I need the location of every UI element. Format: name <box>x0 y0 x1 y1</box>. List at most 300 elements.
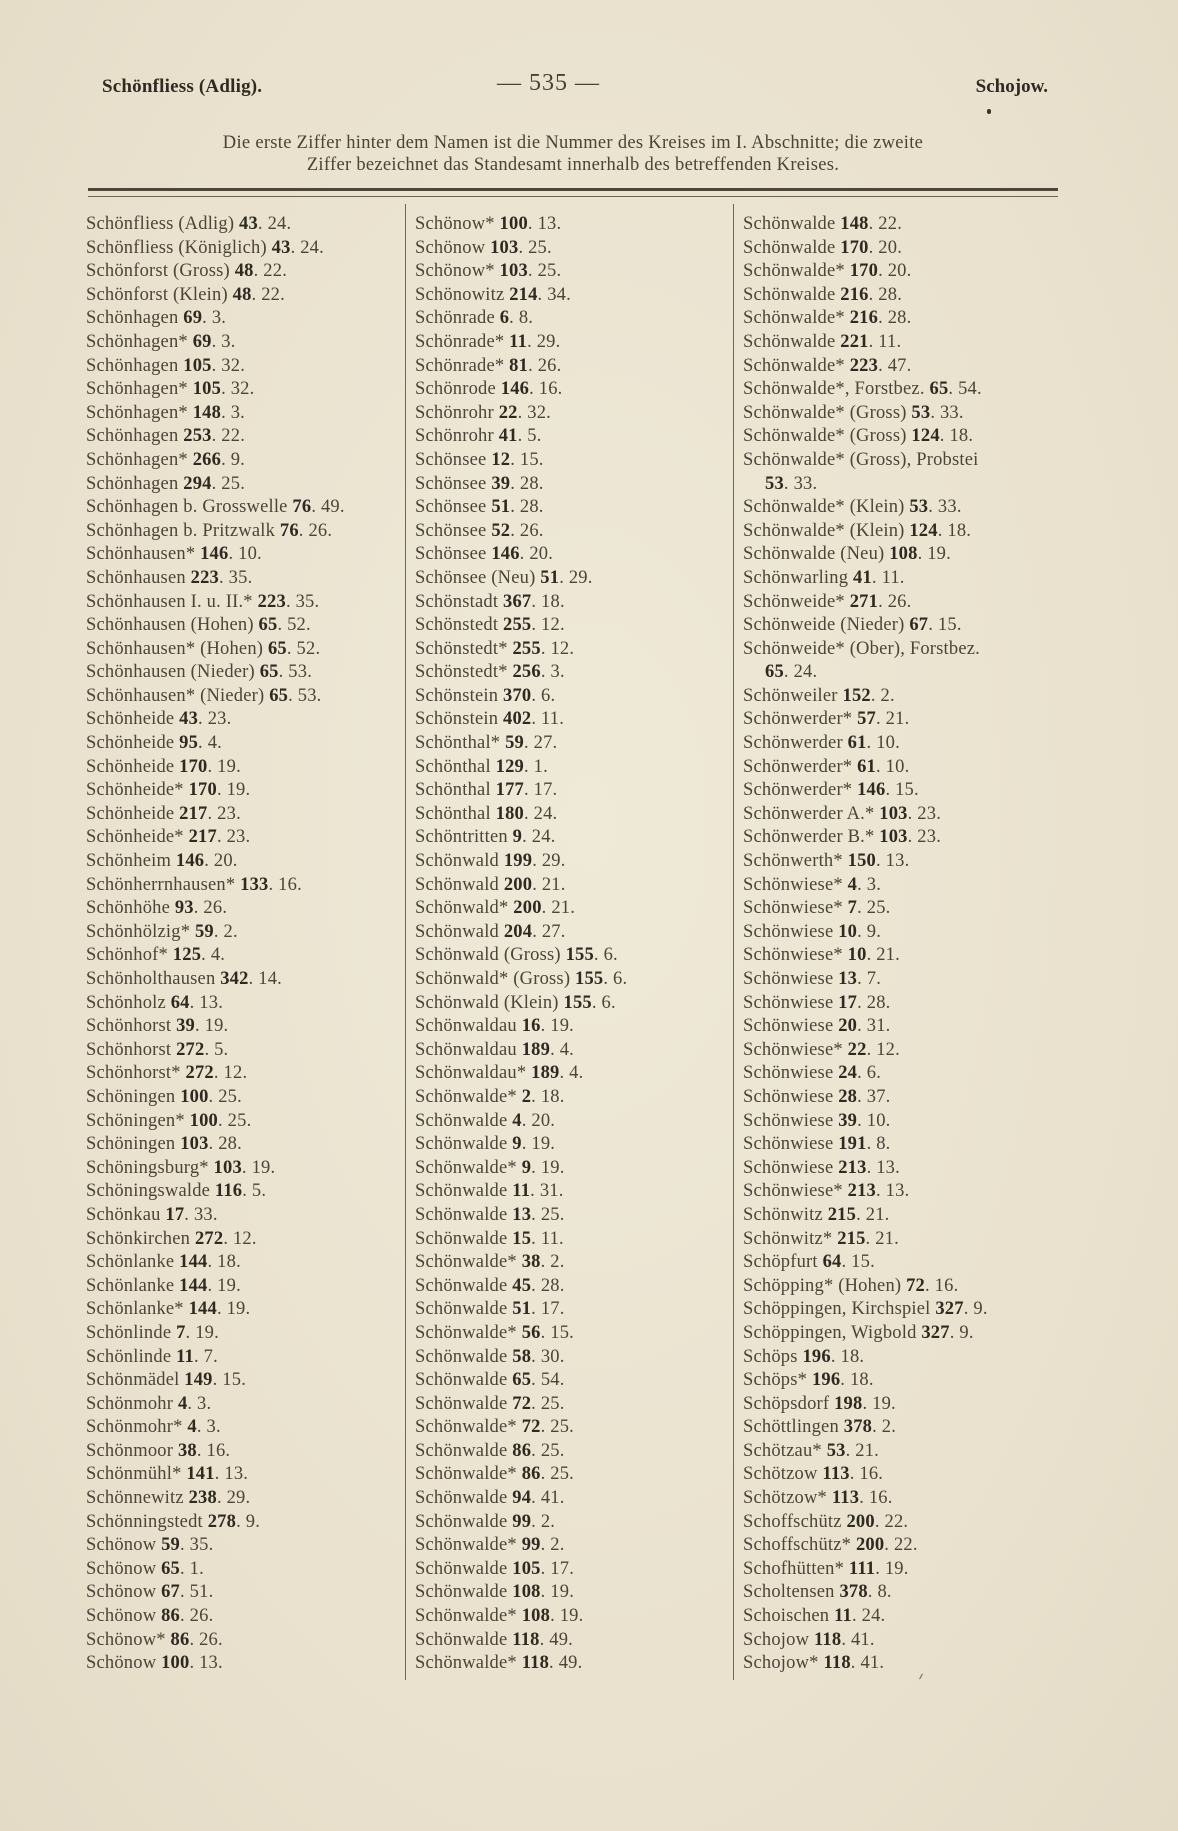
place-name: Schönwalde <box>415 1629 508 1650</box>
index-entry: Schönhausen* (Nieder) 65. 53. <box>86 685 322 706</box>
kreis-number: 177 <box>495 780 524 801</box>
index-entry: Schönheide 217. 23. <box>86 803 241 824</box>
index-entry: Schönforst (Klein) 48. 22. <box>86 284 285 305</box>
kreis-number: 99 <box>521 1535 541 1556</box>
kreis-number: 170 <box>849 261 879 282</box>
kreis-number: 342 <box>220 969 249 989</box>
index-entry: Schöningswalde 116. 5. <box>86 1181 267 1202</box>
standesamt-number: 18 <box>849 1370 869 1391</box>
index-entry: Schönhausen (Nieder) 65. 53. <box>86 662 313 683</box>
standesamt-number: 1 <box>189 1558 200 1579</box>
standesamt-number: 24 <box>531 827 551 848</box>
standesamt-number: 18 <box>947 520 967 541</box>
index-entry: Schönhorst* 272. 12. <box>86 1063 248 1084</box>
standesamt-number: 16 <box>278 874 298 895</box>
index-entry: Schöningen 103. 28. <box>86 1134 242 1155</box>
standesamt-number: 22 <box>878 214 898 234</box>
kreis-number: 67 <box>909 615 929 636</box>
place-name: Schönmohr* <box>86 1417 183 1438</box>
place-name: Schönwarling <box>743 567 849 588</box>
index-entry: Schönfliess (Königlich) 43. 24. <box>86 237 324 258</box>
standesamt-number: 32 <box>230 379 250 400</box>
standesamt-number: 19 <box>251 1157 271 1178</box>
standesamt-number: 2 <box>550 1535 560 1556</box>
standesamt-number: 29 <box>541 851 561 872</box>
kreis-number: 2 <box>521 1086 532 1107</box>
standesamt-number: 13 <box>199 992 219 1013</box>
place-name: Schönheide <box>86 733 175 754</box>
kreis-number: 52 <box>491 520 511 541</box>
place-name: Schöningswalde <box>86 1181 211 1202</box>
place-name: Schofhütten* <box>743 1558 845 1579</box>
kreis-number: 146 <box>491 544 520 565</box>
place-name: Schönwiese <box>743 1110 834 1131</box>
index-entry: Schönhagen* 266. 9. <box>86 449 245 470</box>
index-entry: Schönwalde 4. 20. <box>415 1110 556 1131</box>
kreis-number: 39 <box>838 1110 858 1131</box>
index-entry: Schönwalde* 2. 18. <box>415 1086 565 1107</box>
place-name: Schöningen <box>86 1134 176 1155</box>
kreis-number: 103 <box>213 1157 242 1178</box>
index-entry: Scholtensen 378. 8. <box>743 1582 892 1603</box>
place-name: Schönheide <box>86 803 175 824</box>
kreis-number: 53 <box>911 402 931 423</box>
standesamt-number: 21 <box>885 709 905 730</box>
index-entry: Schönwalde 45. 28. <box>415 1275 565 1296</box>
kreis-number: 41 <box>853 567 872 588</box>
index-entry: Schönwalde 216. 28. <box>743 284 903 305</box>
standesamt-number: 11 <box>878 331 897 352</box>
place-name: Schönwald* (Gross) <box>415 969 571 989</box>
standesamt-number: 25 <box>218 1086 238 1107</box>
kreis-number: 76 <box>292 497 312 518</box>
kreis-number: 116 <box>214 1181 243 1202</box>
standesamt-number: 9 <box>959 1322 969 1343</box>
standesamt-number: 28 <box>218 1134 238 1155</box>
kreis-number: 10 <box>847 945 867 966</box>
standesamt-number: 26 <box>203 898 223 919</box>
standesamt-number: 6 <box>613 969 623 989</box>
index-entry: Schönwalde*, Forstbez. 65. 54. <box>743 379 982 400</box>
index-entry: Schönwalde 118. 49. <box>415 1629 573 1650</box>
index-entry: Schönwald 199. 29. <box>415 851 566 872</box>
kreis-number: 271 <box>849 591 879 612</box>
standesamt-number: 3 <box>221 331 231 352</box>
index-entry: Schönwaldau 189. 4. <box>415 1039 574 1060</box>
kreis-number: 11 <box>176 1346 194 1367</box>
place-name: Schönwalde* (Klein) <box>743 520 905 541</box>
kreis-number: 213 <box>838 1157 867 1178</box>
standesamt-number: 4 <box>210 945 221 966</box>
standesamt-number: 19 <box>884 1558 904 1579</box>
kreis-number: 51 <box>491 497 511 518</box>
index-column-right <box>743 213 1073 1676</box>
standesamt-number: 28 <box>887 308 907 329</box>
index-entry: Schönhorst 272. 5. <box>86 1039 229 1060</box>
index-entry: Schöningen* 100. 25. <box>86 1110 252 1131</box>
place-name: Schönwald <box>415 874 500 895</box>
index-entry: Schönhausen* 146. 10. <box>86 544 262 565</box>
standesamt-number: 49 <box>558 1653 578 1674</box>
standesamt-number: 9 <box>230 449 241 470</box>
index-entry: Schönwald (Klein) 155. 6. <box>415 992 616 1013</box>
place-name: Schönwald (Klein) <box>415 992 559 1013</box>
kreis-number: 191 <box>838 1134 867 1155</box>
place-name: Schönstadt <box>415 591 499 612</box>
standesamt-number: 19 <box>550 1016 570 1037</box>
kreis-number: 81 <box>509 355 529 376</box>
kreis-number: 294 <box>183 473 212 494</box>
standesamt-number: 18 <box>540 1086 560 1107</box>
place-name: Schönnewitz <box>86 1488 184 1509</box>
place-name: Schönhorst <box>86 1039 172 1060</box>
kreis-number: 141 <box>186 1464 215 1485</box>
place-name: Schönrohr <box>415 426 494 447</box>
standesamt-number: 3 <box>866 874 877 895</box>
place-name: Schönwaldau <box>415 1039 517 1060</box>
place-name: Schönwitz* <box>743 1228 833 1249</box>
kreis-number: 256 <box>512 662 541 683</box>
index-entry-continuation: 65. 24. <box>765 662 818 683</box>
index-entry: Schönstedt* 256. 3. <box>415 662 565 683</box>
index-column-middle <box>415 213 735 1676</box>
kreis-number: 56 <box>521 1322 541 1343</box>
index-entry: Schönwalde* 72. 25. <box>415 1417 574 1438</box>
index-entry: Schönweide (Nieder) 67. 15. <box>743 615 962 636</box>
kreis-number: 223 <box>257 591 286 612</box>
place-name: Schönheide* <box>86 827 184 848</box>
standesamt-number: 21 <box>551 898 571 919</box>
place-name: Schönwiese <box>743 1086 834 1107</box>
kreis-number: 103 <box>180 1134 209 1155</box>
standesamt-number: 35 <box>295 591 315 612</box>
explanatory-note <box>88 132 1058 176</box>
kreis-number: 43 <box>239 214 258 234</box>
place-name: Schönwiese* <box>743 1181 843 1202</box>
place-name: Schötzow <box>743 1464 818 1485</box>
index-entry: Schönkau 17. 33. <box>86 1204 218 1225</box>
kreis-number: 86 <box>512 1440 532 1461</box>
index-entry: Schönwaldau* 189. 4. <box>415 1063 584 1084</box>
index-entry: Schönwalde 15. 11. <box>415 1228 564 1249</box>
index-entry: Schönholz 64. 13. <box>86 992 224 1013</box>
kreis-number: 51 <box>512 1299 532 1320</box>
place-name: Schönwiese* <box>743 1039 843 1060</box>
index-entry: Schönwald* (Gross) 155. 6. <box>415 969 628 989</box>
standesamt-number: 15 <box>937 615 957 636</box>
standesamt-number: 6 <box>866 1063 877 1084</box>
kreis-number: 170 <box>179 756 208 777</box>
standesamt-number: 12 <box>550 638 570 659</box>
place-name: Schönwalde* <box>415 1322 517 1343</box>
place-name: Schönstedt* <box>415 638 508 659</box>
standesamt-number: 19 <box>217 756 237 777</box>
kreis-number: 204 <box>503 921 533 942</box>
standesamt-number: 21 <box>876 945 896 966</box>
kreis-number: 41 <box>498 426 518 447</box>
place-name: Schönlanke* <box>86 1299 184 1320</box>
index-entry: Schötzau* 53. 21. <box>743 1440 879 1461</box>
kreis-number: 272 <box>185 1063 214 1084</box>
place-name: Schönow <box>86 1535 157 1556</box>
standesamt-number: 2 <box>540 1511 551 1532</box>
standesamt-number: 24 <box>300 237 320 258</box>
kreis-number: 48 <box>232 284 252 305</box>
index-entry: Schoffschütz 200. 22. <box>743 1511 909 1532</box>
place-name: Schönow* <box>86 1629 166 1650</box>
standesamt-number: 27 <box>541 921 561 942</box>
standesamt-number: 54 <box>958 379 977 400</box>
place-name: Schönwalde <box>415 1488 508 1509</box>
index-entry: Schönhagen 294. 25. <box>86 473 246 494</box>
place-name: Schönhölzig* <box>86 921 191 942</box>
place-name: Schönwerder* <box>743 709 853 730</box>
kreis-number: 155 <box>575 969 604 989</box>
kreis-number: 45 <box>512 1275 532 1296</box>
index-entry: Schönrade* 11. 29. <box>415 331 561 352</box>
standesamt-number: 2 <box>881 1417 892 1438</box>
standesamt-number: 29 <box>226 1488 246 1509</box>
index-entry: Schönwald 200. 21. <box>415 874 566 895</box>
standesamt-number: 49 <box>549 1629 569 1650</box>
kreis-number: 221 <box>840 331 869 352</box>
place-name: Schönhausen (Hohen) <box>86 615 254 636</box>
kreis-number: 146 <box>175 851 205 872</box>
place-name: Schönwald (Gross) <box>415 945 561 966</box>
kreis-number: 223 <box>849 355 879 376</box>
index-entry: Schöningsburg* 103. 19. <box>86 1157 276 1178</box>
place-name: Schönsee <box>415 544 487 565</box>
place-name: Schönsee (Neu) <box>415 567 536 588</box>
standesamt-number: 9 <box>866 921 877 942</box>
place-name: Schönwalde* <box>415 1252 517 1273</box>
standesamt-number: 9 <box>973 1299 983 1320</box>
index-entry: Schönow* 100. 13. <box>415 214 562 234</box>
place-name: Schönrade* <box>415 355 505 376</box>
standesamt-number: 25 <box>227 1110 247 1131</box>
kreis-number: 124 <box>909 520 938 541</box>
index-entry: Schötzow 113. 16. <box>743 1464 884 1485</box>
standesamt-number: 15 <box>222 1370 242 1391</box>
place-name: Schönwalde* (Gross) <box>743 426 907 447</box>
index-entry: Schönow 65. 1. <box>86 1558 204 1579</box>
place-name: Schöttlingen <box>743 1417 839 1438</box>
place-name: Schönthal <box>415 756 491 777</box>
index-entry: Schönow 100. 13. <box>86 1653 223 1674</box>
index-entry: Schönhagen* 69. 3. <box>86 331 236 352</box>
place-name: Schöpsdorf <box>743 1393 830 1414</box>
place-name: Schönrade <box>415 308 495 329</box>
index-entry: Schoischen 11. 24. <box>743 1606 886 1627</box>
place-name: Schönwalde* <box>415 1535 517 1556</box>
place-name: Schönwalde <box>415 1393 508 1414</box>
standesamt-number: 16 <box>868 1488 888 1509</box>
index-entry: Schönwalde 221. 11. <box>743 331 902 352</box>
index-entry: Schönsee 146. 20. <box>415 544 554 565</box>
kreis-number: 13 <box>838 969 858 989</box>
index-entry: Schönwalde* 99. 2. <box>415 1535 565 1556</box>
standesamt-number: 5 <box>251 1181 262 1202</box>
kreis-number: 57 <box>857 709 876 730</box>
standesamt-number: 12 <box>232 1228 252 1249</box>
kreis-number: 65 <box>267 638 287 659</box>
index-entry: Schönthal 177. 17. <box>415 780 558 801</box>
index-entry: Schönfliess (Adlig) 43. 24. <box>86 214 292 234</box>
index-entry: Schönforst (Gross) 48. 22. <box>86 261 288 282</box>
kreis-number: 155 <box>563 992 592 1013</box>
place-name: Schönwalde* (Gross), Probstei <box>743 449 979 470</box>
place-name: Schönkirchen <box>86 1228 191 1249</box>
index-entry: Schönwiese* 7. 25. <box>743 898 891 919</box>
place-name: Schönhagen b. Pritzwalk <box>86 520 276 541</box>
place-name: Schönwitz <box>743 1204 823 1225</box>
standesamt-number: 16 <box>538 379 558 400</box>
index-entry: Schönow 59. 35. <box>86 1535 214 1556</box>
place-name: Schönheide <box>86 756 175 777</box>
place-name: Schönthal <box>415 780 491 801</box>
place-name: Schönow* <box>415 214 495 234</box>
kreis-number: 253 <box>183 426 212 447</box>
index-entry: Schönwalde* 223. 47. <box>743 355 912 376</box>
place-name: Schönhagen <box>86 355 179 376</box>
place-name: Schönwald <box>415 921 500 942</box>
kreis-number: 118 <box>813 1629 842 1650</box>
index-entry: Schönmädel 149. 15. <box>86 1370 247 1391</box>
index-entry: Schönwerder* 146. 15. <box>743 780 919 801</box>
standesamt-number: 19 <box>195 1322 215 1343</box>
place-name: Schönwalde* <box>743 355 845 376</box>
standesamt-number: 3 <box>197 1393 207 1414</box>
kreis-number: 108 <box>521 1606 551 1627</box>
index-entry: Schönwalde 99. 2. <box>415 1511 556 1532</box>
place-name: Schöningsburg* <box>86 1157 209 1178</box>
kreis-number: 100 <box>180 1086 209 1107</box>
place-name: Schönwerder B.* <box>743 827 875 848</box>
standesamt-number: 25 <box>537 261 557 282</box>
standesamt-number: 15 <box>895 780 915 801</box>
place-name: Schönmoor <box>86 1440 174 1461</box>
index-entry: Schönwalde* 108. 19. <box>415 1606 584 1627</box>
standesamt-number: 1 <box>533 756 544 777</box>
standesamt-number: 3 <box>550 662 560 683</box>
place-name: Schönrohr <box>415 402 494 423</box>
place-name: Schötzau* <box>743 1440 822 1461</box>
kreis-number: 9 <box>512 827 523 848</box>
index-entry: Schönhausen (Hohen) 65. 52. <box>86 615 311 636</box>
place-name: Schöppingen, Wigbold <box>743 1322 917 1343</box>
place-name: Schönrade* <box>415 331 505 352</box>
place-name: Schoischen <box>743 1606 830 1627</box>
place-name: Schönwalde* <box>415 1606 517 1627</box>
index-entry: Schönwarling 41. 11. <box>743 567 905 588</box>
standesamt-number: 10 <box>238 544 258 565</box>
standesamt-number: 29 <box>536 331 556 352</box>
index-entry: Schönsee 52. 26. <box>415 520 544 541</box>
kreis-number: 12 <box>491 449 511 470</box>
kreis-number: 118 <box>823 1653 851 1674</box>
place-name: Schönhöhe <box>86 898 171 919</box>
kreis-number: 196 <box>802 1346 831 1367</box>
index-entry: Schönlanke 144. 18. <box>86 1252 241 1273</box>
standesamt-number: 16 <box>859 1464 879 1485</box>
kreis-number: 67 <box>161 1582 180 1603</box>
index-entry: Schönhausen 223. 35. <box>86 567 253 588</box>
place-name: Schöppingen, Kirchspiel <box>743 1299 931 1320</box>
index-entry: Schönsee 12. 15. <box>415 449 544 470</box>
standesamt-number: 11 <box>541 709 560 730</box>
standesamt-number: 16 <box>934 1275 954 1296</box>
standesamt-number: 4 <box>569 1063 579 1084</box>
place-name: Schönwerth* <box>743 851 843 872</box>
place-name: Schöpfurt <box>743 1252 818 1273</box>
place-name: Schönstein <box>415 685 499 706</box>
standesamt-number: 2 <box>880 685 890 706</box>
standesamt-number: 54 <box>540 1370 560 1391</box>
index-entry: Schöningen 100. 25. <box>86 1086 242 1107</box>
kreis-number: 144 <box>179 1275 208 1296</box>
index-entry: Schönwalde 94. 41. <box>415 1488 565 1509</box>
index-entry: Schönowitz 214. 34. <box>415 284 571 305</box>
place-name: Schönkau <box>86 1204 161 1225</box>
kreis-number: 215 <box>837 1228 866 1249</box>
place-name: Schönthal* <box>415 733 501 754</box>
place-name: Schönhagen <box>86 308 179 329</box>
standesamt-number: 19 <box>226 1299 246 1320</box>
standesamt-number: 2 <box>223 921 233 942</box>
index-entry: Schönwalde* (Klein) 124. 18. <box>743 520 972 541</box>
place-name: Schönwerder* <box>743 780 853 801</box>
standesamt-number: 18 <box>541 591 560 612</box>
place-name: Schönlanke <box>86 1275 175 1296</box>
kreis-number: 69 <box>183 308 203 329</box>
kreis-number: 93 <box>174 898 194 919</box>
index-entry: Schönningstedt 278. 9. <box>86 1511 261 1532</box>
standesamt-number: 28 <box>878 284 898 305</box>
standesamt-number: 12 <box>223 1063 243 1084</box>
kreis-number: 65 <box>512 1370 532 1391</box>
standesamt-number: 53 <box>297 685 317 706</box>
index-entry: Schönwalde* (Gross) 53. 33. <box>743 402 964 423</box>
kreis-number: 217 <box>179 803 208 824</box>
index-entry: Schönmohr 4. 3. <box>86 1393 212 1414</box>
standesamt-number: 26 <box>199 1629 219 1650</box>
kreis-number: 189 <box>521 1039 551 1060</box>
kreis-number: 124 <box>911 426 940 447</box>
place-name: Schöningen* <box>86 1110 185 1131</box>
place-name: Schönwiese <box>743 992 834 1013</box>
kreis-number: 272 <box>176 1039 205 1060</box>
place-name: Schönwerder <box>743 733 843 754</box>
header-rule-thin <box>88 196 1058 197</box>
kreis-number: 16 <box>521 1016 541 1037</box>
index-entry: Schönwalde 86. 25. <box>415 1440 565 1461</box>
index-entry: Schönwiese 20. 31. <box>743 1016 891 1037</box>
standesamt-number: 51 <box>189 1582 209 1603</box>
kreis-number: 58 <box>512 1346 532 1367</box>
standesamt-number: 25 <box>550 1417 570 1438</box>
place-name: Schönhorst* <box>86 1063 181 1084</box>
standesamt-number: 8 <box>518 308 529 329</box>
place-name: Schönstein <box>415 709 499 730</box>
standesamt-number: 5 <box>527 426 537 447</box>
place-name: Schönlinde <box>86 1322 172 1343</box>
kreis-number: 103 <box>499 261 528 282</box>
index-entry: Schöpping* (Hohen) 72. 16. <box>743 1275 959 1296</box>
index-entry: Schöttlingen 378. 2. <box>743 1417 897 1438</box>
place-name: Schönwalde* <box>743 308 845 329</box>
standesamt-number: 26 <box>189 1606 209 1627</box>
index-entry: Schönheide 170. 19. <box>86 756 241 777</box>
